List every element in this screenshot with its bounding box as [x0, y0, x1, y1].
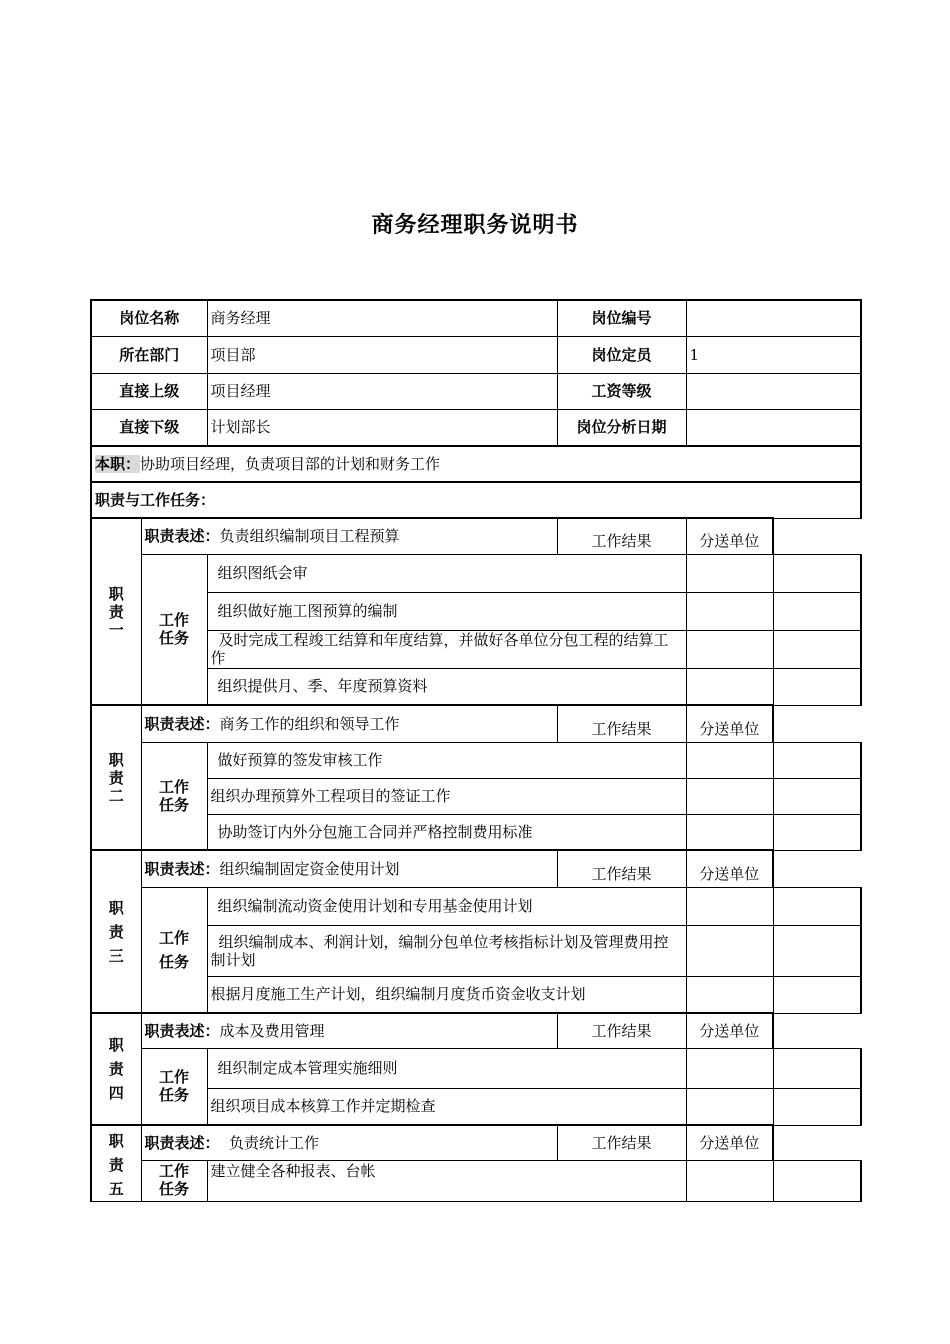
- duty-2-description: 职责表述：商务工作的组织和领导工作: [141, 705, 557, 742]
- duties-header-row: [91, 482, 861, 518]
- duty-2-task-3-result: [686, 814, 773, 850]
- info-row-1: [91, 300, 861, 336]
- duty-3-task-row: [91, 925, 861, 976]
- label-superior: 直接上级: [91, 373, 207, 409]
- value-analysis-date: [686, 409, 861, 446]
- duty-2-task-2: 组织办理预算外工程项目的签证工作: [207, 778, 686, 814]
- duty-1-task-row: [91, 630, 861, 668]
- duty-4-task-2: 组织项目成本核算工作并定期检查: [207, 1088, 686, 1125]
- duty-3-task-1: 组织编制流动资金使用计划和专用基金使用计划: [207, 887, 686, 925]
- duty-1-task-2-result: [686, 592, 773, 630]
- main-duty-text: 协助项目经理，负责项目部的计划和财务工作: [140, 455, 441, 473]
- duty-2-task-row: [91, 778, 861, 814]
- duty-2-task-1: 做好预算的签发审核工作: [207, 742, 686, 778]
- duty-3-task-3: 根据月度施工生产计划，组织编制月度货币资金收支计划: [207, 976, 686, 1013]
- duty-1-task-1-result: [686, 554, 773, 592]
- duty-3-task-1-dest: [773, 887, 861, 925]
- label-department: 所在部门: [91, 336, 207, 373]
- job-description-table: [90, 299, 862, 1202]
- value-position-no: [686, 300, 861, 336]
- value-department: 项目部: [207, 336, 557, 373]
- duty-5-label: 职 责 五: [91, 1125, 141, 1202]
- duty-1-task-4-dest: [773, 668, 861, 705]
- duty-4-task-2-result: [686, 1088, 773, 1125]
- duty-3-dest-header: 分送单位: [686, 850, 773, 887]
- duty-1-desc-row: [91, 518, 861, 554]
- value-subordinate: 计划部长: [207, 409, 557, 446]
- duty-1-task-3-result: [686, 630, 773, 668]
- duty-3-task-label: 工作 任务: [141, 887, 207, 1013]
- duty-5-dest-header: 分送单位: [686, 1125, 773, 1161]
- duty-2-task-2-result: [686, 778, 773, 814]
- duty-2-dest-header: 分送单位: [686, 705, 773, 742]
- duty-3-task-row: [91, 887, 861, 925]
- label-subordinate: 直接下级: [91, 409, 207, 446]
- main-duty-row: [91, 446, 861, 482]
- duty-4-dest-header: 分送单位: [686, 1013, 773, 1048]
- duty-2-desc-row: [91, 705, 861, 742]
- value-salary-grade: [686, 373, 861, 409]
- duty-1-result-header: 工作结果: [557, 518, 686, 554]
- duty-4-task-1: 组织制定成本管理实施细则: [207, 1048, 686, 1088]
- duty-3-task-2-result: [686, 925, 773, 976]
- duty-1-task-2: 组织做好施工图预算的编制: [207, 592, 686, 630]
- duty-5-desc-row: [91, 1125, 861, 1161]
- duty-1-task-row: [91, 668, 861, 705]
- duty-4-task-label: 工作 任务: [141, 1048, 207, 1125]
- duty-1-task-label: 工作 任务: [141, 554, 207, 705]
- duty-4-desc-row: [91, 1013, 861, 1048]
- value-headcount: 1: [686, 336, 861, 373]
- duty-3-task-1-result: [686, 887, 773, 925]
- duty-4-description: 职责表述：成本及费用管理: [141, 1013, 557, 1048]
- duty-3-description: 职责表述：组织编制固定资金使用计划: [141, 850, 557, 887]
- duty-4-task-1-dest: [773, 1048, 861, 1088]
- duty-3-result-header: 工作结果: [557, 850, 686, 887]
- duty-1-task-row: [91, 592, 861, 630]
- duty-1-task-4: 组织提供月、季、年度预算资料: [207, 668, 686, 705]
- duty-2-task-1-result: [686, 742, 773, 778]
- duty-5-description: 职责表述： 负责统计工作: [141, 1125, 557, 1161]
- duty-4-task-2-dest: [773, 1088, 861, 1125]
- duty-4-task-1-result: [686, 1048, 773, 1088]
- duty-2-task-3: 协助签订内外分包施工合同并严格控制费用标准: [207, 814, 686, 850]
- value-position-name: 商务经理: [207, 300, 557, 336]
- duty-1-dest-header: 分送单位: [686, 518, 773, 554]
- duty-5-task-label: 工作 任务: [141, 1161, 207, 1202]
- duty-3-task-3-dest: [773, 976, 861, 1013]
- duty-2-task-row: [91, 814, 861, 850]
- page-title: 商务经理职务说明书: [371, 213, 579, 238]
- duty-5-result-header: 工作结果: [557, 1125, 686, 1161]
- duty-3-task-2: 组织编制成本、利润计划，编制分包单位考核指标计划及管理费用控制计划: [207, 925, 686, 976]
- info-row-4: [91, 409, 861, 446]
- duty-5-task-row: [91, 1161, 861, 1202]
- duty-4-label: 职 责 四: [91, 1013, 141, 1125]
- duty-1-task-3: 及时完成工程竣工结算和年度结算，并做好各单位分包工程的结算工作: [207, 630, 686, 668]
- duty-1-task-1: 组织图纸会审: [207, 554, 686, 592]
- duty-2-task-3-dest: [773, 814, 861, 850]
- duty-4-task-row: [91, 1048, 861, 1088]
- duty-1-task-3-dest: [773, 630, 861, 668]
- duty-5-task-1: 建立健全各种报表、台帐: [207, 1161, 686, 1202]
- duty-2-task-label: 工作 任务: [141, 742, 207, 850]
- duty-2-result-header: 工作结果: [557, 705, 686, 742]
- info-row-2: [91, 336, 861, 373]
- label-headcount: 岗位定员: [557, 336, 686, 373]
- duty-2-task-1-dest: [773, 742, 861, 778]
- duty-2-task-row: [91, 742, 861, 778]
- duty-4-result-header: 工作结果: [557, 1013, 686, 1048]
- duty-2-task-2-dest: [773, 778, 861, 814]
- duty-1-task-4-result: [686, 668, 773, 705]
- duty-1-task-2-dest: [773, 592, 861, 630]
- duty-4-task-row: [91, 1088, 861, 1125]
- duty-3-task-row: [91, 976, 861, 1013]
- duty-1-description: 职责表述：负责组织编制项目工程预算: [141, 518, 557, 554]
- duty-1-label: 职 责 一: [91, 518, 141, 705]
- label-salary-grade: 工资等级: [557, 373, 686, 409]
- duty-1-task-1-dest: [773, 554, 861, 592]
- label-position-no: 岗位编号: [557, 300, 686, 336]
- main-duty-label: 本职：: [95, 455, 141, 473]
- duty-3-task-2-dest: [773, 925, 861, 976]
- duties-header: 职责与工作任务：: [91, 482, 861, 518]
- label-analysis-date: 岗位分析日期: [557, 409, 686, 446]
- value-superior: 项目经理: [207, 373, 557, 409]
- duty-3-label: 职 责 三: [91, 850, 141, 1013]
- duty-3-desc-row: [91, 850, 861, 887]
- duty-5-task-1-dest: [773, 1161, 861, 1202]
- duty-1-task-row: [91, 554, 861, 592]
- label-position-name: 岗位名称: [91, 300, 207, 336]
- duty-2-label: 职 责 二: [91, 705, 141, 850]
- duty-5-task-1-result: [686, 1161, 773, 1202]
- info-row-3: [91, 373, 861, 409]
- duty-3-task-3-result: [686, 976, 773, 1013]
- main-duty-cell: [91, 446, 861, 482]
